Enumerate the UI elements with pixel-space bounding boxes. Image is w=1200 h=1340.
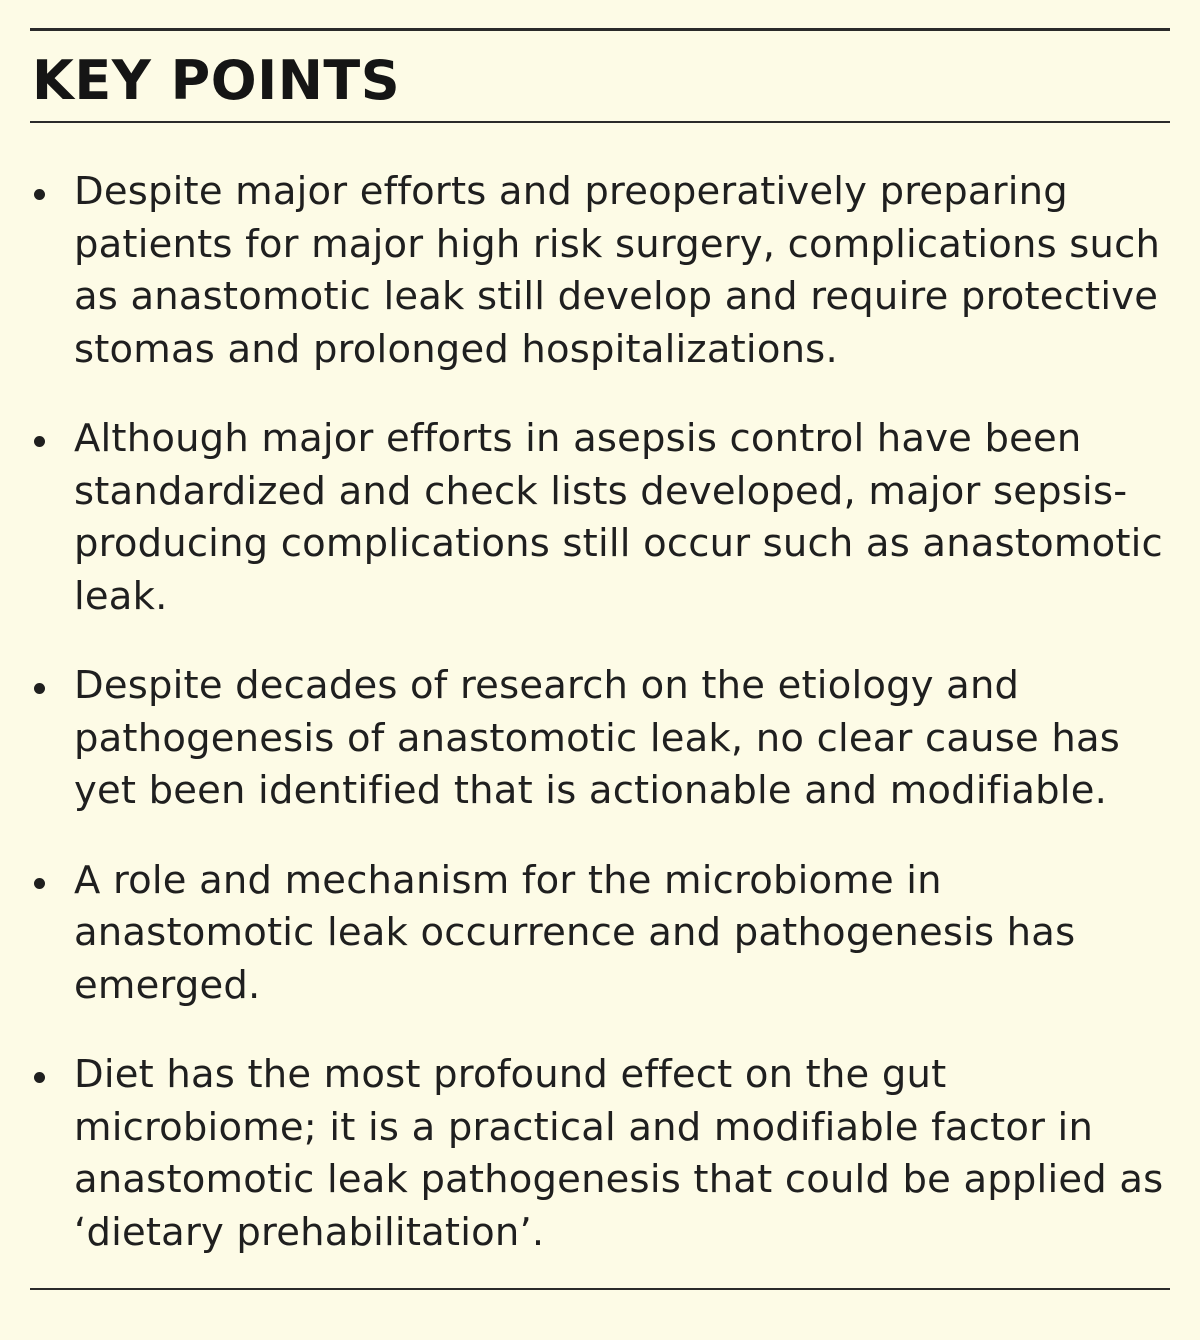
bullet-icon — [34, 436, 45, 447]
key-point-text: Despite major efforts and preoperatively preparing patients for major high risk surgery, complications such as anastomotic leak still develop and require protective stomas and prolonged hospitalizations. — [74, 169, 1161, 372]
bullet-icon — [34, 683, 45, 694]
key-points-title: KEY POINTS — [32, 49, 401, 112]
key-point-text: Although major efforts in asepsis control have been standardized and check lists developed, major sepsis-producing complications still occur such as anastomotic leak. — [74, 416, 1163, 619]
key-point-item — [32, 660, 1168, 818]
key-point-item — [32, 855, 1168, 1013]
top-rule — [30, 28, 1170, 31]
key-point-text: A role and mechanism for the microbiome in anastomotic leak occurrence and pathogenesis has emerged. — [74, 857, 1076, 1008]
bottom-rule — [30, 1288, 1170, 1290]
bullet-icon — [34, 878, 45, 889]
key-point-text: Despite decades of research on the etiology and pathogenesis of anastomotic leak, no clear cause has yet been identified that is actionable and modifiable. — [74, 663, 1120, 813]
bullet-icon — [34, 189, 45, 200]
key-points-list — [32, 166, 1168, 1296]
key-point-text: Diet has the most profound effect on the gut microbiome; it is a practical and modifiable factor in anastomotic leak pathogenesis that could be applied as ‘dietary prehabilitation’. — [74, 1052, 1164, 1255]
key-point-item — [32, 413, 1168, 623]
title-rule — [30, 121, 1170, 123]
key-point-item — [32, 166, 1168, 376]
key-point-item — [32, 1049, 1168, 1259]
bullet-icon — [34, 1072, 45, 1083]
